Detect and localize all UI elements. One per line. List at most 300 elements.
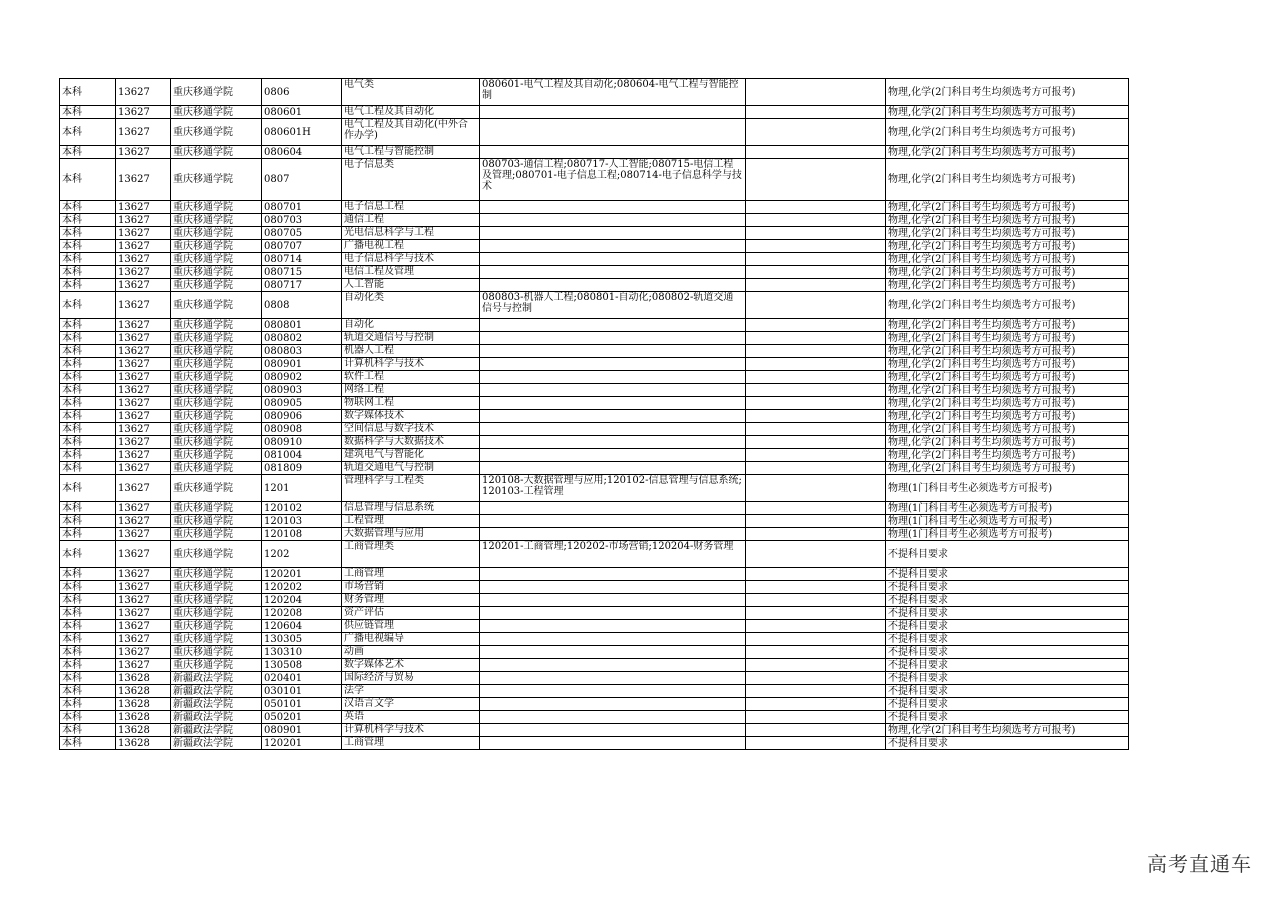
major-code-cell: 020401	[262, 672, 342, 685]
subject-requirement-cell: 物理,化学(2门科目考生均须选考方可报考)	[886, 253, 1129, 266]
table-row	[60, 240, 1129, 253]
school-name-cell: 重庆移通学院	[171, 646, 262, 659]
table-row	[60, 724, 1129, 737]
included-majors-cell	[480, 436, 746, 449]
table-row	[60, 159, 1129, 201]
subject-requirement-cell: 不提科目要求	[886, 698, 1129, 711]
included-majors-cell	[480, 227, 746, 240]
level-cell: 本科	[60, 159, 116, 201]
note-cell	[746, 119, 886, 146]
watermark: 高考直通车	[1147, 852, 1252, 876]
major-name-cell: 电信工程及管理	[342, 266, 480, 279]
major-name-cell: 资产评估	[342, 607, 480, 620]
major-code-cell: 080714	[262, 253, 342, 266]
subject-requirement-cell: 物理,化学(2门科目考生均须选考方可报考)	[886, 358, 1129, 371]
note-cell	[746, 227, 886, 240]
included-majors-cell	[480, 423, 746, 436]
major-code-cell: 081004	[262, 449, 342, 462]
subject-requirement-cell: 不提科目要求	[886, 685, 1129, 698]
major-code-cell: 120604	[262, 620, 342, 633]
school-name-cell: 重庆移通学院	[171, 345, 262, 358]
major-name-cell: 数字媒体艺术	[342, 659, 480, 672]
note-cell	[746, 371, 886, 384]
major-name-cell: 建筑电气与智能化	[342, 449, 480, 462]
level-cell: 本科	[60, 581, 116, 594]
included-majors-cell	[480, 737, 746, 750]
level-cell: 本科	[60, 737, 116, 750]
major-code-cell: 080908	[262, 423, 342, 436]
table-row	[60, 292, 1129, 319]
level-cell: 本科	[60, 79, 116, 106]
school-code-cell: 13627	[116, 633, 171, 646]
subject-requirement-cell: 物理,化学(2门科目考生均须选考方可报考)	[886, 119, 1129, 146]
school-code-cell: 13627	[116, 423, 171, 436]
included-majors-cell: 120108-大数据管理与应用;120102-信息管理与信息系统;120103-工程管理	[480, 475, 746, 502]
school-name-cell: 重庆移通学院	[171, 502, 262, 515]
included-majors-cell	[480, 659, 746, 672]
school-code-cell: 13627	[116, 240, 171, 253]
table-row	[60, 332, 1129, 345]
major-name-cell: 工商管理类	[342, 541, 480, 568]
table-row	[60, 737, 1129, 750]
major-name-cell: 法学	[342, 685, 480, 698]
school-code-cell: 13627	[116, 214, 171, 227]
note-cell	[746, 358, 886, 371]
school-code-cell: 13627	[116, 371, 171, 384]
table-row	[60, 646, 1129, 659]
subject-requirement-cell: 不提科目要求	[886, 541, 1129, 568]
school-name-cell: 重庆移通学院	[171, 292, 262, 319]
included-majors-cell	[480, 633, 746, 646]
major-name-cell: 通信工程	[342, 214, 480, 227]
level-cell: 本科	[60, 358, 116, 371]
note-cell	[746, 581, 886, 594]
note-cell	[746, 502, 886, 515]
included-majors-cell	[480, 685, 746, 698]
major-name-cell: 空间信息与数字技术	[342, 423, 480, 436]
included-majors-cell	[480, 528, 746, 541]
table-row	[60, 462, 1129, 475]
major-code-cell: 081809	[262, 462, 342, 475]
school-code-cell: 13627	[116, 119, 171, 146]
school-code-cell: 13627	[116, 475, 171, 502]
level-cell: 本科	[60, 502, 116, 515]
included-majors-cell	[480, 146, 746, 159]
note-cell	[746, 384, 886, 397]
major-code-cell: 0807	[262, 159, 342, 201]
school-code-cell: 13628	[116, 685, 171, 698]
level-cell: 本科	[60, 227, 116, 240]
major-name-cell: 电子信息科学与技术	[342, 253, 480, 266]
level-cell: 本科	[60, 659, 116, 672]
note-cell	[746, 319, 886, 332]
major-name-cell: 广播电视工程	[342, 240, 480, 253]
school-name-cell: 重庆移通学院	[171, 633, 262, 646]
level-cell: 本科	[60, 698, 116, 711]
school-code-cell: 13628	[116, 672, 171, 685]
note-cell	[746, 646, 886, 659]
level-cell: 本科	[60, 292, 116, 319]
note-cell	[746, 515, 886, 528]
school-code-cell: 13627	[116, 502, 171, 515]
included-majors-cell: 080803-机器人工程;080801-自动化;080802-轨道交通信号与控制	[480, 292, 746, 319]
included-majors-cell: 080601-电气工程及其自动化;080604-电气工程与智能控制	[480, 79, 746, 106]
major-code-cell: 080902	[262, 371, 342, 384]
school-name-cell: 重庆移通学院	[171, 423, 262, 436]
subject-requirement-cell: 物理,化学(2门科目考生均须选考方可报考)	[886, 214, 1129, 227]
school-name-cell: 重庆移通学院	[171, 119, 262, 146]
school-code-cell: 13627	[116, 568, 171, 581]
major-name-cell: 机器人工程	[342, 345, 480, 358]
level-cell: 本科	[60, 528, 116, 541]
major-code-cell: 080604	[262, 146, 342, 159]
school-name-cell: 重庆移通学院	[171, 475, 262, 502]
major-code-cell: 080901	[262, 724, 342, 737]
level-cell: 本科	[60, 423, 116, 436]
level-cell: 本科	[60, 266, 116, 279]
level-cell: 本科	[60, 371, 116, 384]
level-cell: 本科	[60, 724, 116, 737]
major-code-cell: 120108	[262, 528, 342, 541]
school-code-cell: 13627	[116, 594, 171, 607]
level-cell: 本科	[60, 106, 116, 119]
included-majors-cell	[480, 620, 746, 633]
table-row	[60, 449, 1129, 462]
school-name-cell: 重庆移通学院	[171, 462, 262, 475]
school-code-cell: 13627	[116, 410, 171, 423]
level-cell: 本科	[60, 620, 116, 633]
table-row	[60, 475, 1129, 502]
school-code-cell: 13627	[116, 581, 171, 594]
school-code-cell: 13627	[116, 607, 171, 620]
major-code-cell: 120204	[262, 594, 342, 607]
included-majors-cell	[480, 698, 746, 711]
school-name-cell: 重庆移通学院	[171, 568, 262, 581]
major-name-cell: 市场营销	[342, 581, 480, 594]
subject-requirement-cell: 物理,化学(2门科目考生均须选考方可报考)	[886, 266, 1129, 279]
level-cell: 本科	[60, 672, 116, 685]
level-cell: 本科	[60, 633, 116, 646]
major-name-cell: 计算机科学与技术	[342, 358, 480, 371]
school-name-cell: 重庆移通学院	[171, 659, 262, 672]
school-code-cell: 13628	[116, 711, 171, 724]
major-name-cell: 物联网工程	[342, 397, 480, 410]
major-name-cell: 电子信息类	[342, 159, 480, 201]
table-row	[60, 146, 1129, 159]
table-row	[60, 698, 1129, 711]
subject-requirement-cell: 不提科目要求	[886, 737, 1129, 750]
included-majors-cell	[480, 319, 746, 332]
level-cell: 本科	[60, 594, 116, 607]
major-code-cell: 080717	[262, 279, 342, 292]
subject-requirement-cell: 物理,化学(2门科目考生均须选考方可报考)	[886, 423, 1129, 436]
school-name-cell: 新疆政法学院	[171, 711, 262, 724]
major-code-cell: 080703	[262, 214, 342, 227]
table-row	[60, 436, 1129, 449]
note-cell	[746, 410, 886, 423]
included-majors-cell	[480, 581, 746, 594]
school-name-cell: 重庆移通学院	[171, 266, 262, 279]
major-name-cell: 管理科学与工程类	[342, 475, 480, 502]
major-code-cell: 080801	[262, 319, 342, 332]
subject-requirement-cell: 不提科目要求	[886, 711, 1129, 724]
table-row	[60, 620, 1129, 633]
major-name-cell: 电气工程与智能控制	[342, 146, 480, 159]
subject-requirement-cell: 物理,化学(2门科目考生均须选考方可报考)	[886, 106, 1129, 119]
included-majors-cell	[480, 607, 746, 620]
note-cell	[746, 475, 886, 502]
subject-requirement-cell: 物理(1门科目考生必须选考方可报考)	[886, 528, 1129, 541]
level-cell: 本科	[60, 201, 116, 214]
note-cell	[746, 332, 886, 345]
school-name-cell: 重庆移通学院	[171, 541, 262, 568]
note-cell	[746, 633, 886, 646]
major-name-cell: 人工智能	[342, 279, 480, 292]
major-name-cell: 英语	[342, 711, 480, 724]
level-cell: 本科	[60, 279, 116, 292]
major-name-cell: 自动化类	[342, 292, 480, 319]
level-cell: 本科	[60, 345, 116, 358]
subject-requirement-cell: 物理,化学(2门科目考生均须选考方可报考)	[886, 384, 1129, 397]
school-name-cell: 重庆移通学院	[171, 159, 262, 201]
major-code-cell: 130508	[262, 659, 342, 672]
subject-requirement-cell: 不提科目要求	[886, 672, 1129, 685]
school-name-cell: 重庆移通学院	[171, 146, 262, 159]
note-cell	[746, 201, 886, 214]
table-row	[60, 633, 1129, 646]
major-name-cell: 工程管理	[342, 515, 480, 528]
major-name-cell: 轨道交通信号与控制	[342, 332, 480, 345]
school-name-cell: 重庆移通学院	[171, 581, 262, 594]
note-cell	[746, 607, 886, 620]
school-code-cell: 13627	[116, 620, 171, 633]
note-cell	[746, 397, 886, 410]
school-code-cell: 13627	[116, 659, 171, 672]
note-cell	[746, 253, 886, 266]
included-majors-cell	[480, 279, 746, 292]
subject-requirement-cell: 不提科目要求	[886, 581, 1129, 594]
school-name-cell: 重庆移通学院	[171, 410, 262, 423]
major-name-cell: 电气工程及其自动化(中外合作办学)	[342, 119, 480, 146]
level-cell: 本科	[60, 475, 116, 502]
included-majors-cell	[480, 371, 746, 384]
major-name-cell: 软件工程	[342, 371, 480, 384]
subject-requirement-cell: 不提科目要求	[886, 568, 1129, 581]
school-code-cell: 13627	[116, 462, 171, 475]
major-code-cell: 080601H	[262, 119, 342, 146]
note-cell	[746, 724, 886, 737]
level-cell: 本科	[60, 319, 116, 332]
table-row	[60, 659, 1129, 672]
major-code-cell: 080905	[262, 397, 342, 410]
school-name-cell: 重庆移通学院	[171, 279, 262, 292]
table-row	[60, 515, 1129, 528]
included-majors-cell	[480, 358, 746, 371]
major-name-cell: 电子信息工程	[342, 201, 480, 214]
major-code-cell: 120201	[262, 737, 342, 750]
major-name-cell: 工商管理	[342, 737, 480, 750]
major-code-cell: 080601	[262, 106, 342, 119]
table-row	[60, 607, 1129, 620]
level-cell: 本科	[60, 515, 116, 528]
included-majors-cell	[480, 214, 746, 227]
school-code-cell: 13627	[116, 319, 171, 332]
school-code-cell: 13627	[116, 397, 171, 410]
school-name-cell: 重庆移通学院	[171, 607, 262, 620]
table-row	[60, 568, 1129, 581]
school-name-cell: 重庆移通学院	[171, 240, 262, 253]
subject-requirement-cell: 物理,化学(2门科目考生均须选考方可报考)	[886, 462, 1129, 475]
included-majors-cell	[480, 106, 746, 119]
included-majors-cell: 080703-通信工程;080717-人工智能;080715-电信工程及管理;080701-电子信息工程;080714-电子信息科学与技术	[480, 159, 746, 201]
school-code-cell: 13627	[116, 159, 171, 201]
major-name-cell: 数字媒体技术	[342, 410, 480, 423]
included-majors-cell	[480, 568, 746, 581]
subject-requirement-cell: 物理,化学(2门科目考生均须选考方可报考)	[886, 345, 1129, 358]
major-code-cell: 120208	[262, 607, 342, 620]
school-code-cell: 13627	[116, 436, 171, 449]
level-cell: 本科	[60, 119, 116, 146]
level-cell: 本科	[60, 436, 116, 449]
school-code-cell: 13627	[116, 345, 171, 358]
table-row	[60, 384, 1129, 397]
table-row	[60, 79, 1129, 106]
level-cell: 本科	[60, 146, 116, 159]
level-cell: 本科	[60, 568, 116, 581]
note-cell	[746, 672, 886, 685]
major-code-cell: 080906	[262, 410, 342, 423]
school-name-cell: 新疆政法学院	[171, 698, 262, 711]
included-majors-cell	[480, 253, 746, 266]
school-code-cell: 13627	[116, 541, 171, 568]
school-name-cell: 新疆政法学院	[171, 724, 262, 737]
note-cell	[746, 594, 886, 607]
included-majors-cell	[480, 646, 746, 659]
school-code-cell: 13627	[116, 106, 171, 119]
subject-requirement-cell: 物理,化学(2门科目考生均须选考方可报考)	[886, 371, 1129, 384]
subject-requirement-cell: 不提科目要求	[886, 633, 1129, 646]
major-name-cell: 汉语言文学	[342, 698, 480, 711]
major-name-cell: 广播电视编导	[342, 633, 480, 646]
subject-requirement-cell: 物理(1门科目考生必须选考方可报考)	[886, 475, 1129, 502]
note-cell	[746, 568, 886, 581]
included-majors-cell: 120201-工商管理;120202-市场营销;120204-财务管理	[480, 541, 746, 568]
table-row	[60, 672, 1129, 685]
included-majors-cell	[480, 672, 746, 685]
note-cell	[746, 79, 886, 106]
included-majors-cell	[480, 724, 746, 737]
table-row	[60, 528, 1129, 541]
subject-requirement-cell: 物理(1门科目考生必须选考方可报考)	[886, 502, 1129, 515]
included-majors-cell	[480, 240, 746, 253]
major-code-cell: 130310	[262, 646, 342, 659]
table-row	[60, 319, 1129, 332]
school-name-cell: 重庆移通学院	[171, 106, 262, 119]
major-name-cell: 网络工程	[342, 384, 480, 397]
major-name-cell: 光电信息科学与工程	[342, 227, 480, 240]
subject-requirement-cell: 物理,化学(2门科目考生均须选考方可报考)	[886, 279, 1129, 292]
note-cell	[746, 449, 886, 462]
major-name-cell: 大数据管理与应用	[342, 528, 480, 541]
note-cell	[746, 146, 886, 159]
table-row	[60, 581, 1129, 594]
level-cell: 本科	[60, 240, 116, 253]
subject-requirement-cell: 物理(1门科目考生必须选考方可报考)	[886, 515, 1129, 528]
school-name-cell: 新疆政法学院	[171, 737, 262, 750]
table-body	[60, 79, 1129, 750]
subject-requirement-cell: 不提科目要求	[886, 607, 1129, 620]
level-cell: 本科	[60, 541, 116, 568]
school-code-cell: 13627	[116, 227, 171, 240]
table-row	[60, 423, 1129, 436]
note-cell	[746, 462, 886, 475]
subject-requirement-cell: 物理,化学(2门科目考生均须选考方可报考)	[886, 410, 1129, 423]
subject-requirement-cell: 物理,化学(2门科目考生均须选考方可报考)	[886, 227, 1129, 240]
included-majors-cell	[480, 594, 746, 607]
major-code-cell: 050101	[262, 698, 342, 711]
major-name-cell: 动画	[342, 646, 480, 659]
included-majors-cell	[480, 201, 746, 214]
major-name-cell: 电气类	[342, 79, 480, 106]
school-code-cell: 13627	[116, 146, 171, 159]
major-code-cell: 050201	[262, 711, 342, 724]
major-code-cell: 080802	[262, 332, 342, 345]
table-row	[60, 358, 1129, 371]
major-code-cell: 130305	[262, 633, 342, 646]
school-code-cell: 13627	[116, 79, 171, 106]
major-code-cell: 120103	[262, 515, 342, 528]
school-code-cell: 13627	[116, 266, 171, 279]
note-cell	[746, 292, 886, 319]
included-majors-cell	[480, 119, 746, 146]
school-code-cell: 13627	[116, 279, 171, 292]
note-cell	[746, 659, 886, 672]
note-cell	[746, 159, 886, 201]
major-code-cell: 080705	[262, 227, 342, 240]
school-code-cell: 13628	[116, 737, 171, 750]
note-cell	[746, 528, 886, 541]
school-name-cell: 重庆移通学院	[171, 79, 262, 106]
table-row	[60, 345, 1129, 358]
included-majors-cell	[480, 462, 746, 475]
school-code-cell: 13627	[116, 528, 171, 541]
table-row	[60, 541, 1129, 568]
major-code-cell: 1201	[262, 475, 342, 502]
subject-requirement-cell: 物理,化学(2门科目考生均须选考方可报考)	[886, 146, 1129, 159]
school-name-cell: 重庆移通学院	[171, 227, 262, 240]
level-cell: 本科	[60, 214, 116, 227]
major-code-cell: 080803	[262, 345, 342, 358]
table-row	[60, 502, 1129, 515]
subject-requirement-cell: 物理,化学(2门科目考生均须选考方可报考)	[886, 436, 1129, 449]
table-row	[60, 106, 1129, 119]
level-cell: 本科	[60, 607, 116, 620]
table-row	[60, 119, 1129, 146]
note-cell	[746, 541, 886, 568]
major-code-cell: 080910	[262, 436, 342, 449]
note-cell	[746, 737, 886, 750]
major-name-cell: 自动化	[342, 319, 480, 332]
subject-requirement-cell: 物理,化学(2门科目考生均须选考方可报考)	[886, 201, 1129, 214]
major-name-cell: 信息管理与信息系统	[342, 502, 480, 515]
table-row	[60, 279, 1129, 292]
included-majors-cell	[480, 449, 746, 462]
table-row	[60, 397, 1129, 410]
school-name-cell: 重庆移通学院	[171, 214, 262, 227]
major-code-cell: 080707	[262, 240, 342, 253]
level-cell: 本科	[60, 332, 116, 345]
note-cell	[746, 214, 886, 227]
